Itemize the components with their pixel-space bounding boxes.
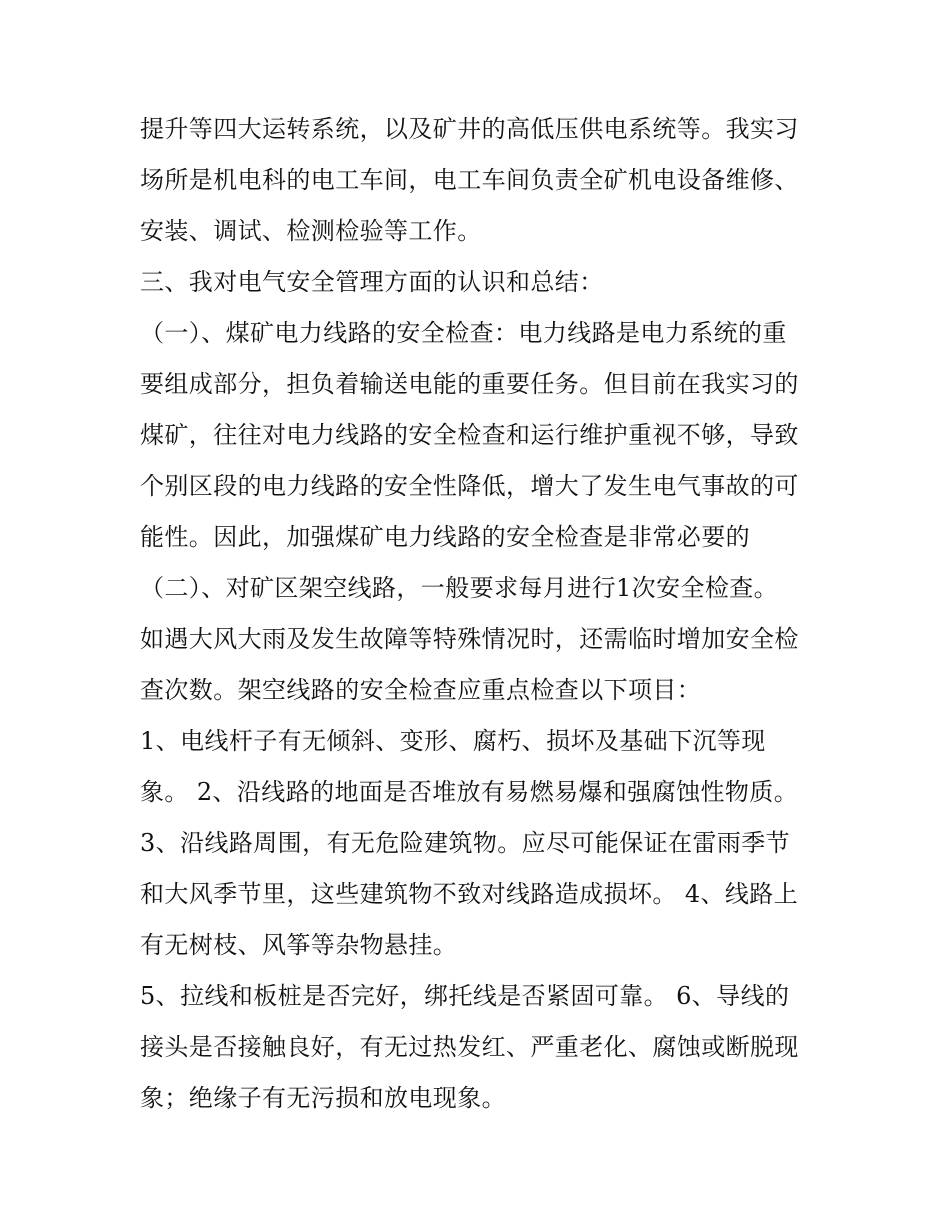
list-item: 3、沿线路周围，有无危险建筑物。应尽可能保证在雷雨季节 xyxy=(140,829,791,857)
text-line: 个别区段的电力线路的安全性降低，增大了发生电气事故的可 xyxy=(140,472,799,500)
text-line: （一）、煤矿电力线路的安全检查：电力线路是电力系统的重 xyxy=(140,319,787,347)
list-item: 接头是否接触良好，有无过热发红、严重老化、腐蚀或断脱现 xyxy=(140,1033,799,1061)
text-line: 场所是机电科的电工车间，电工车间负责全矿机电设备维修、 xyxy=(140,166,799,194)
text-line: 能性。因此，加强煤矿电力线路的安全检查是非常必要的 xyxy=(140,523,750,551)
text-line: 查次数。架空线路的安全检查应重点检查以下项目： xyxy=(140,676,702,704)
document-body xyxy=(140,104,820,1124)
section-heading: 三、我对电气安全管理方面的认识和总结： xyxy=(140,268,604,296)
text-line: 要组成部分，担负着输送电能的重要任务。但目前在我实习的 xyxy=(140,370,799,398)
text-line: 提升等四大运转系统，以及矿井的高低压供电系统等。我实习 xyxy=(140,115,799,143)
list-item: 象；绝缘子有无污损和放电现象。 xyxy=(140,1084,506,1112)
list-item: 和大风季节里，这些建筑物不致对线路造成损坏。 4、线路上 xyxy=(140,880,799,908)
text-line: 安装、调试、检测检验等工作。 xyxy=(140,217,482,245)
list-item: 有无树枝、风筝等杂物悬挂。 xyxy=(140,931,458,959)
text-line: （二）、对矿区架空线路，一般要求每月进行1次安全检查。 xyxy=(140,574,779,602)
list-item: 5、拉线和板桩是否完好，绑托线是否紧固可靠。 6、导线的 xyxy=(140,982,790,1010)
list-item: 象。 2、沿线路的地面是否堆放有易燃易爆和强腐蚀性物质。 xyxy=(140,778,799,806)
list-item: 1、电线杆子有无倾斜、变形、腐朽、损坏及基础下沉等现 xyxy=(140,727,766,755)
text-line: 煤矿，往往对电力线路的安全检查和运行维护重视不够，导致 xyxy=(140,421,799,449)
text-line: 如遇大风大雨及发生故障等特殊情况时，还需临时增加安全检 xyxy=(140,625,799,653)
